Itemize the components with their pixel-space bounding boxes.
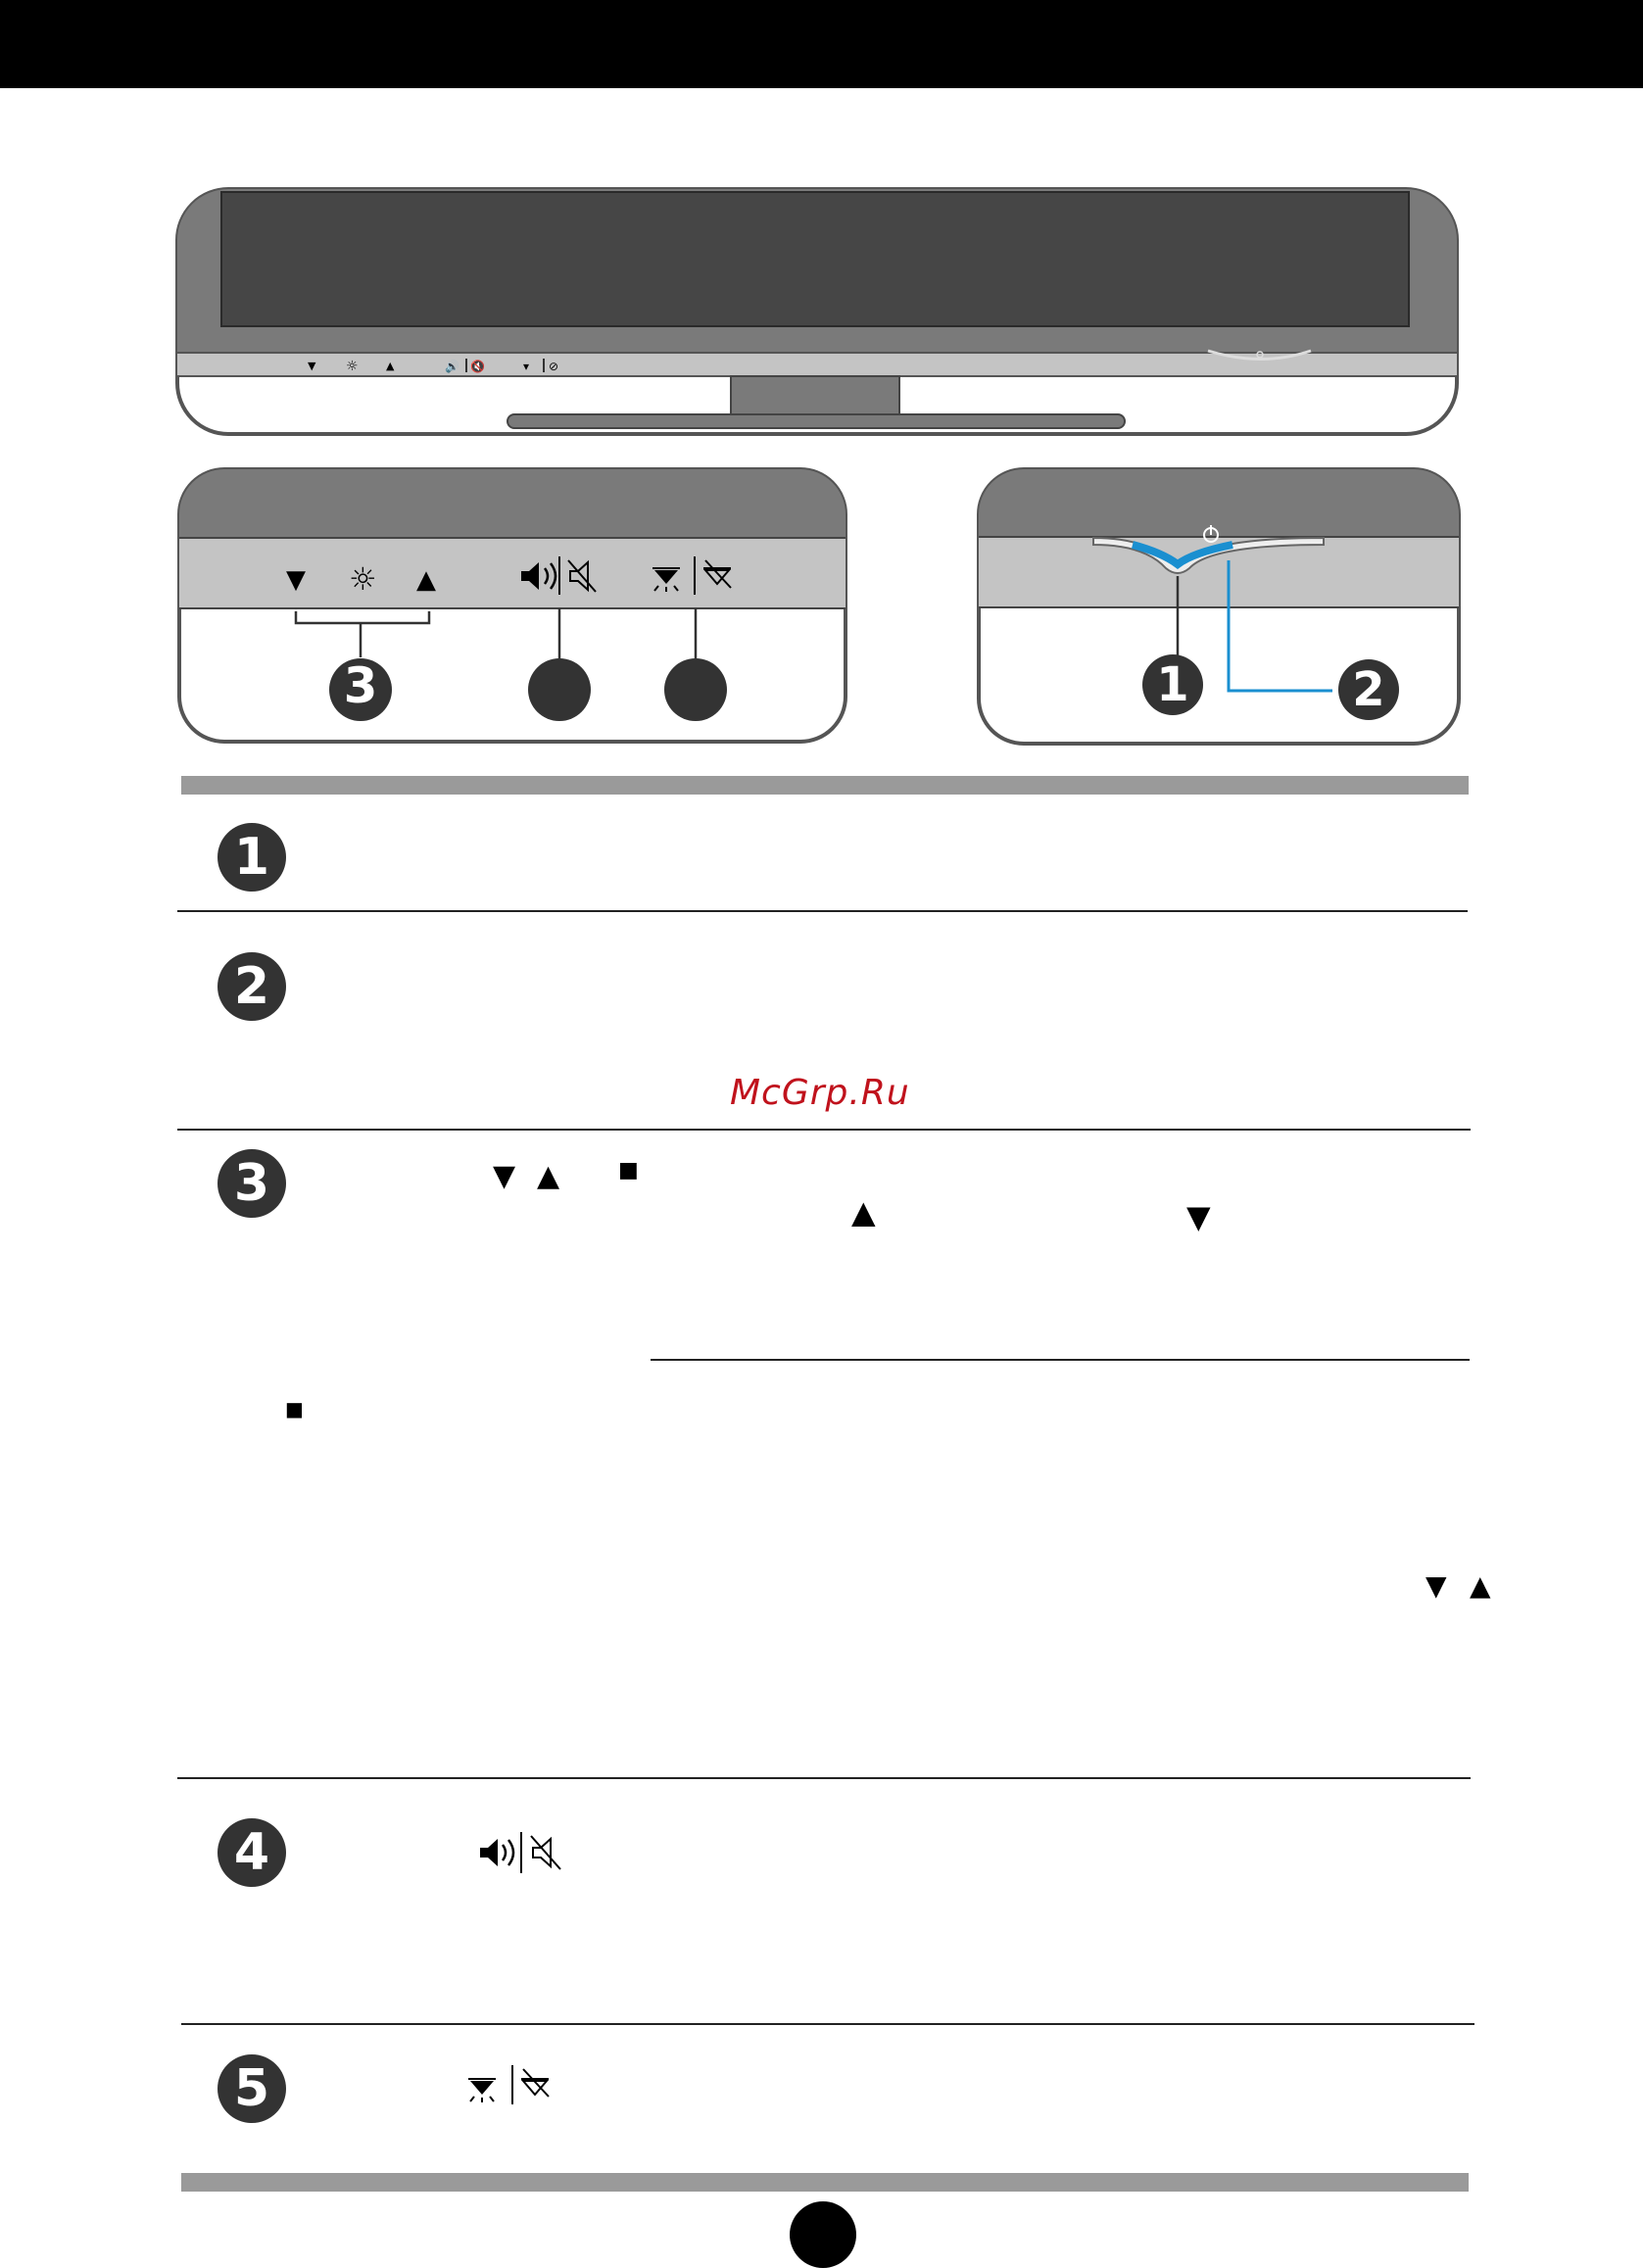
down-button-icon: ▼ — [286, 565, 306, 595]
monitor-screen — [221, 192, 1409, 326]
section-1-number: 1 — [217, 823, 286, 892]
callout-1-marker: 1 — [1142, 654, 1203, 715]
up-arrow-icon: ▲ — [1470, 1569, 1491, 1602]
light-toggle-icon — [464, 2061, 562, 2108]
mini-down-icon: ▼ — [308, 360, 316, 372]
section-2-number: 2 — [217, 952, 286, 1021]
brightness-icon: ☼ — [349, 560, 377, 598]
stop-square-icon: ■ — [618, 1158, 639, 1182]
down-arrow-icon: ▼ — [493, 1159, 516, 1193]
callout-5-marker — [664, 658, 727, 721]
mini-light-icon: ▾ — [523, 360, 530, 373]
callout-4-marker — [528, 658, 591, 721]
mini-brightness-icon: ☼ — [346, 359, 359, 374]
page-number-marker — [790, 2201, 856, 2268]
stop-square-icon: ■ — [285, 1397, 304, 1421]
up-arrow-icon: ▲ — [851, 1193, 876, 1231]
mini-volume-icon: 🔊 — [445, 360, 459, 373]
section-3-number: 3 — [217, 1149, 286, 1218]
volume-mute-icon — [478, 1828, 566, 1879]
header-bar — [0, 0, 1643, 88]
down-arrow-icon: ▼ — [1426, 1569, 1447, 1602]
down-arrow-icon: ▼ — [1186, 1198, 1211, 1235]
up-arrow-icon: ▲ — [537, 1159, 560, 1193]
callout-2-marker: 2 — [1338, 659, 1399, 720]
section-divider — [177, 910, 1468, 912]
up-button-icon: ▲ — [416, 565, 436, 595]
section-divider — [177, 1129, 1471, 1131]
watermark: McGrp.Ru — [730, 1073, 910, 1113]
mini-light-off-icon: ⊘ — [549, 360, 559, 373]
monitor-button-strip — [177, 353, 1457, 376]
sub-divider — [651, 1359, 1470, 1361]
section-5-number: 5 — [217, 2054, 286, 2123]
button-panel-detail — [176, 466, 848, 745]
mini-up-icon: ▲ — [386, 360, 395, 372]
section-4-number: 4 — [217, 1818, 286, 1887]
section-divider — [177, 1777, 1471, 1779]
callout-3-label: 3 — [343, 657, 378, 714]
mini-mute-icon: 🔇 — [470, 360, 485, 373]
monitor-stand-base — [507, 414, 1125, 428]
section-divider — [181, 2023, 1474, 2025]
monitor-stand-neck — [731, 376, 899, 415]
monitor-front-illustration — [174, 186, 1462, 441]
table-top-band — [181, 776, 1469, 795]
table-bottom-band — [181, 2173, 1469, 2192]
